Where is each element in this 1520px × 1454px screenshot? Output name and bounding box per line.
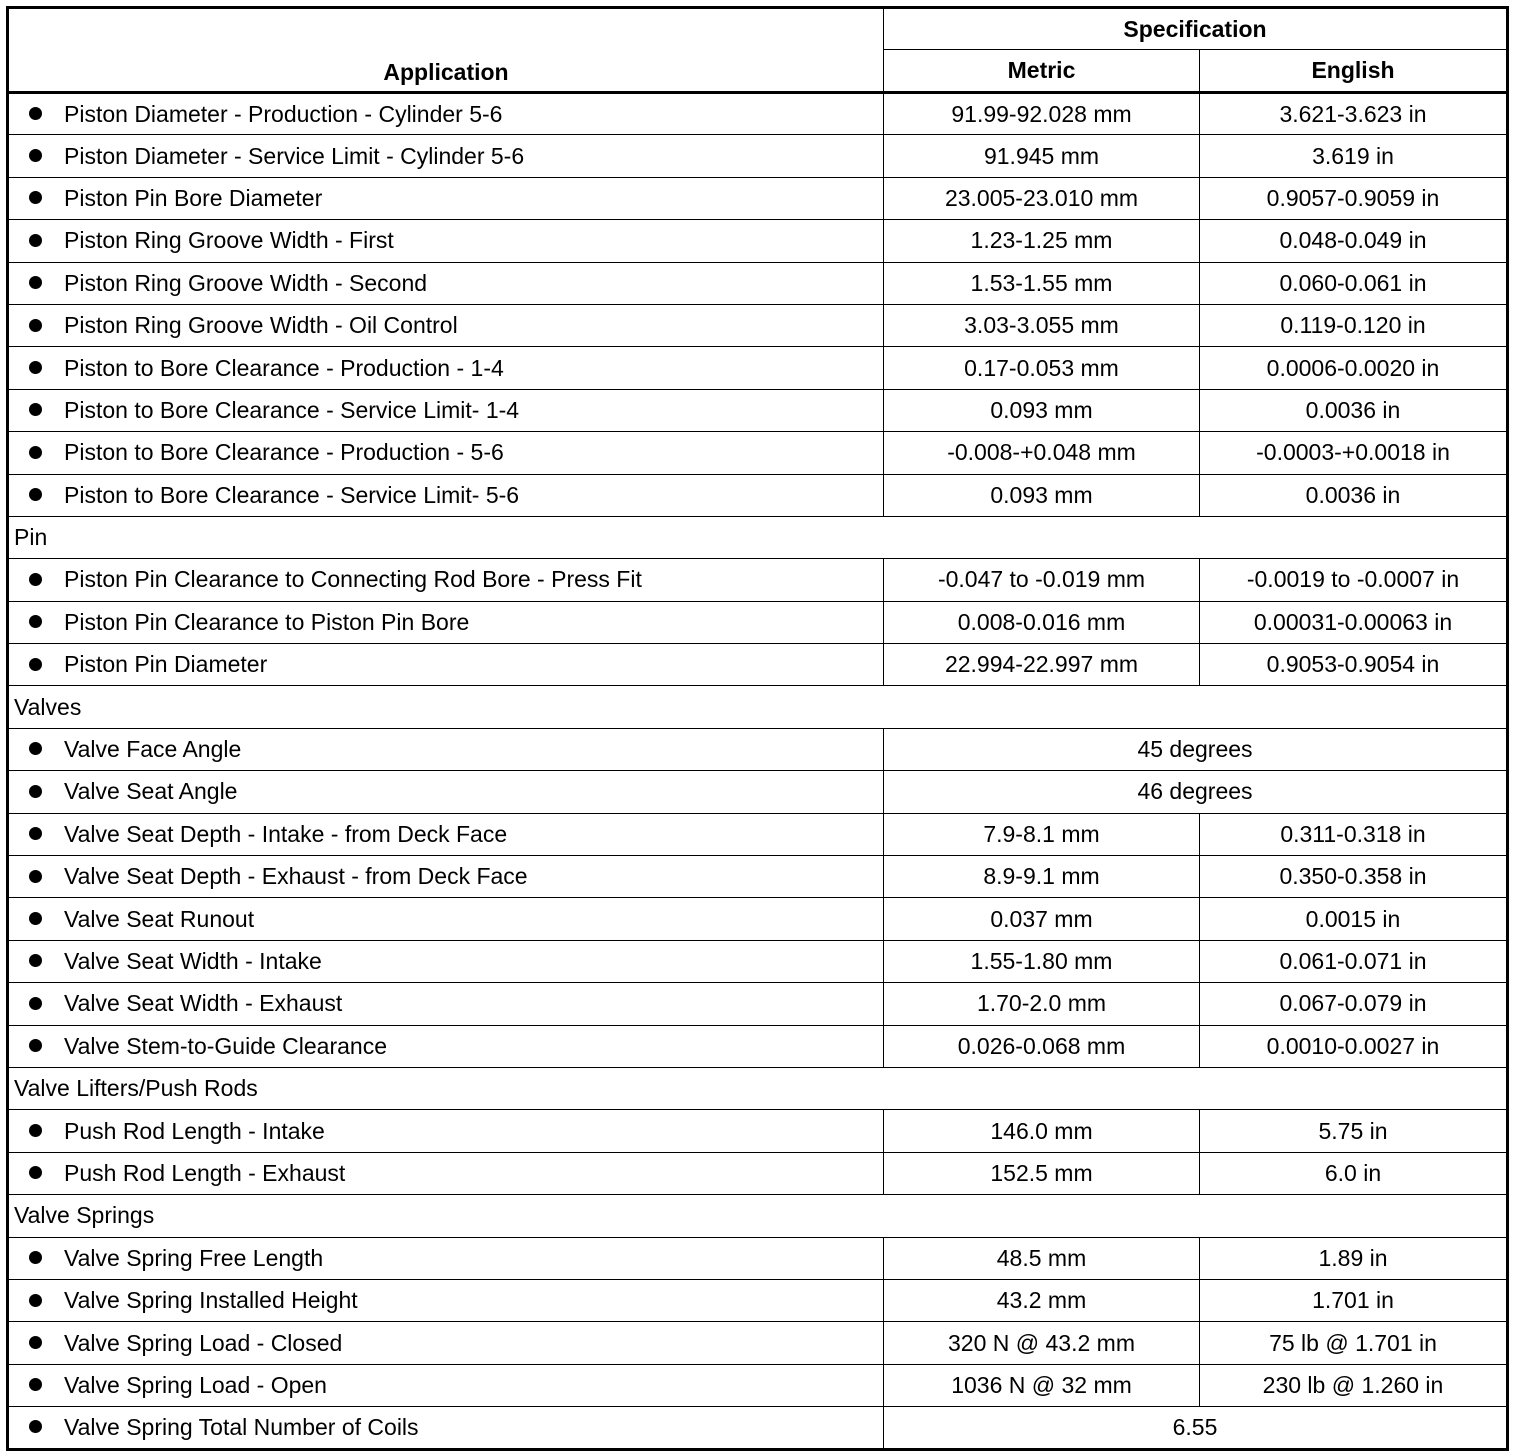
bullet-icon	[29, 1336, 42, 1349]
english-value-cell: -0.0003-+0.0018 in	[1200, 432, 1508, 474]
application-cell	[8, 262, 884, 304]
application-cell	[8, 474, 884, 516]
metric-value-cell: 0.093 mm	[884, 389, 1200, 431]
english-value-cell: 0.0036 in	[1200, 474, 1508, 516]
metric-value-cell: -0.008-+0.048 mm	[884, 432, 1200, 474]
specification-header: Specification	[884, 8, 1508, 50]
application-label: Piston to Bore Clearance - Production - 5-6	[64, 439, 504, 466]
metric-value-cell: 43.2 mm	[884, 1279, 1200, 1321]
table-row	[8, 1237, 1508, 1279]
table-row	[8, 983, 1508, 1025]
bullet-icon	[29, 191, 42, 204]
bullet-icon	[29, 1166, 42, 1179]
english-value-cell: 0.350-0.358 in	[1200, 856, 1508, 898]
application-cell	[8, 1152, 884, 1194]
table-row	[8, 1364, 1508, 1406]
bullet-icon	[29, 446, 42, 459]
application-cell	[8, 1407, 884, 1449]
bullet-icon	[29, 658, 42, 671]
combined-value-cell: 46 degrees	[884, 771, 1508, 813]
metric-header: Metric	[884, 50, 1200, 93]
metric-value-cell: 0.008-0.016 mm	[884, 601, 1200, 643]
application-cell	[8, 1237, 884, 1279]
table-row	[8, 856, 1508, 898]
english-value-cell: 3.621-3.623 in	[1200, 93, 1508, 135]
english-value-cell: 0.048-0.049 in	[1200, 220, 1508, 262]
application-label: Valve Seat Depth - Intake - from Deck Face	[64, 820, 508, 847]
english-value-cell: 230 lb @ 1.260 in	[1200, 1364, 1508, 1406]
table-row	[8, 432, 1508, 474]
section-row	[8, 516, 1508, 558]
application-label: Piston Pin Clearance to Piston Pin Bore	[64, 608, 470, 635]
bullet-icon	[29, 954, 42, 967]
metric-value-cell: 8.9-9.1 mm	[884, 856, 1200, 898]
bullet-icon	[29, 827, 42, 840]
bullet-icon	[29, 1420, 42, 1433]
application-cell	[8, 728, 884, 770]
bullet-icon	[29, 403, 42, 416]
table-row	[8, 940, 1508, 982]
application-label: Valve Face Angle	[64, 736, 242, 763]
application-cell	[8, 389, 884, 431]
bullet-icon	[29, 1039, 42, 1052]
table-row	[8, 644, 1508, 686]
metric-value-cell: 3.03-3.055 mm	[884, 304, 1200, 346]
english-value-cell: 0.00031-0.00063 in	[1200, 601, 1508, 643]
application-label: Piston Ring Groove Width - Oil Control	[64, 312, 458, 339]
application-cell	[8, 304, 884, 346]
english-value-cell: 0.0010-0.0027 in	[1200, 1025, 1508, 1067]
bullet-icon	[29, 1251, 42, 1264]
bullet-icon	[29, 785, 42, 798]
english-value-cell: 0.119-0.120 in	[1200, 304, 1508, 346]
bullet-icon	[29, 870, 42, 883]
application-cell	[8, 644, 884, 686]
table-row	[8, 93, 1508, 135]
metric-value-cell: 152.5 mm	[884, 1152, 1200, 1194]
table-row	[8, 813, 1508, 855]
application-label: Piston Diameter - Production - Cylinder 5-6	[64, 100, 503, 127]
section-row	[8, 1195, 1508, 1237]
table-row	[8, 1110, 1508, 1152]
bullet-icon	[29, 107, 42, 120]
metric-value-cell: 0.037 mm	[884, 898, 1200, 940]
english-value-cell: 0.0036 in	[1200, 389, 1508, 431]
bullet-icon	[29, 1124, 42, 1137]
application-label: Valve Seat Angle	[64, 778, 238, 805]
bullet-icon	[29, 912, 42, 925]
application-label: Piston to Bore Clearance - Production - 1-4	[64, 354, 504, 381]
english-header: English	[1200, 50, 1508, 93]
application-cell	[8, 135, 884, 177]
english-value-cell: 1.89 in	[1200, 1237, 1508, 1279]
application-header: Application	[8, 8, 884, 93]
application-cell	[8, 983, 884, 1025]
application-label: Push Rod Length - Intake	[64, 1117, 325, 1144]
application-label: Valve Spring Free Length	[64, 1244, 324, 1271]
application-cell	[8, 898, 884, 940]
combined-value-cell: 6.55	[884, 1407, 1508, 1449]
table-row	[8, 262, 1508, 304]
english-value-cell: 75 lb @ 1.701 in	[1200, 1322, 1508, 1364]
metric-value-cell: 146.0 mm	[884, 1110, 1200, 1152]
table-row	[8, 1407, 1508, 1449]
bullet-icon	[29, 615, 42, 628]
table-row	[8, 771, 1508, 813]
application-label: Valve Spring Total Number of Coils	[64, 1413, 419, 1440]
section-label: Valve Lifters/Push Rods	[8, 1067, 1508, 1109]
combined-value-cell: 45 degrees	[884, 728, 1508, 770]
application-cell	[8, 813, 884, 855]
table-row	[8, 177, 1508, 219]
table-row	[8, 559, 1508, 601]
section-row	[8, 1067, 1508, 1109]
table-row	[8, 1152, 1508, 1194]
application-label: Valve Seat Width - Exhaust	[64, 990, 343, 1017]
table-row	[8, 389, 1508, 431]
application-label: Valve Stem-to-Guide Clearance	[64, 1032, 387, 1059]
english-value-cell: 0.067-0.079 in	[1200, 983, 1508, 1025]
application-cell	[8, 559, 884, 601]
metric-value-cell: 1036 N @ 32 mm	[884, 1364, 1200, 1406]
application-cell	[8, 601, 884, 643]
metric-value-cell: 22.994-22.997 mm	[884, 644, 1200, 686]
english-value-cell: -0.0019 to -0.0007 in	[1200, 559, 1508, 601]
english-value-cell: 3.619 in	[1200, 135, 1508, 177]
table-row	[8, 1279, 1508, 1321]
table-row	[8, 135, 1508, 177]
application-label: Piston Pin Diameter	[64, 651, 268, 678]
metric-value-cell: -0.047 to -0.019 mm	[884, 559, 1200, 601]
bullet-icon	[29, 276, 42, 289]
table-body	[8, 93, 1508, 1450]
metric-value-cell: 48.5 mm	[884, 1237, 1200, 1279]
english-value-cell: 5.75 in	[1200, 1110, 1508, 1152]
table-row	[8, 1322, 1508, 1364]
bullet-icon	[29, 319, 42, 332]
metric-value-cell: 91.945 mm	[884, 135, 1200, 177]
metric-value-cell: 1.55-1.80 mm	[884, 940, 1200, 982]
table-row	[8, 347, 1508, 389]
application-label: Piston Diameter - Service Limit - Cylinder 5-6	[64, 142, 525, 169]
bullet-icon	[29, 1294, 42, 1307]
application-cell	[8, 1279, 884, 1321]
application-label: Piston to Bore Clearance - Service Limit- 5-6	[64, 481, 520, 508]
application-label: Push Rod Length - Exhaust	[64, 1159, 346, 1186]
bullet-icon	[29, 997, 42, 1010]
application-cell	[8, 220, 884, 262]
application-label: Piston Pin Bore Diameter	[64, 184, 323, 211]
section-row	[8, 686, 1508, 728]
application-cell	[8, 347, 884, 389]
metric-value-cell: 0.026-0.068 mm	[884, 1025, 1200, 1067]
bullet-icon	[29, 488, 42, 501]
application-label: Piston Ring Groove Width - First	[64, 227, 394, 254]
table-row	[8, 728, 1508, 770]
metric-value-cell: 23.005-23.010 mm	[884, 177, 1200, 219]
metric-value-cell: 1.23-1.25 mm	[884, 220, 1200, 262]
section-label: Valves	[8, 686, 1508, 728]
table-row	[8, 898, 1508, 940]
metric-value-cell: 1.53-1.55 mm	[884, 262, 1200, 304]
english-value-cell: 1.701 in	[1200, 1279, 1508, 1321]
english-value-cell: 0.0006-0.0020 in	[1200, 347, 1508, 389]
application-cell	[8, 1364, 884, 1406]
application-label: Valve Seat Runout	[64, 905, 255, 932]
application-label: Valve Spring Load - Open	[64, 1371, 327, 1398]
application-label: Piston Ring Groove Width - Second	[64, 269, 428, 296]
application-cell	[8, 940, 884, 982]
section-label: Pin	[8, 516, 1508, 558]
application-label: Valve Spring Load - Closed	[64, 1329, 343, 1356]
application-label: Valve Seat Width - Intake	[64, 948, 322, 974]
english-value-cell: 0.9053-0.9054 in	[1200, 644, 1508, 686]
application-cell	[8, 432, 884, 474]
application-label: Piston Pin Clearance to Connecting Rod Bore - Press Fit	[64, 566, 642, 593]
bullet-icon	[29, 361, 42, 374]
bullet-icon	[29, 573, 42, 586]
english-value-cell: 0.9057-0.9059 in	[1200, 177, 1508, 219]
application-cell	[8, 93, 884, 135]
specification-table	[6, 6, 1509, 1451]
application-cell	[8, 1322, 884, 1364]
table-row	[8, 601, 1508, 643]
english-value-cell: 0.311-0.318 in	[1200, 813, 1508, 855]
bullet-icon	[29, 234, 42, 247]
bullet-icon	[29, 742, 42, 755]
application-label: Piston to Bore Clearance - Service Limit- 1-4	[64, 396, 520, 423]
bullet-icon	[29, 1378, 42, 1391]
metric-value-cell: 0.17-0.053 mm	[884, 347, 1200, 389]
table-header	[8, 8, 1508, 93]
application-cell	[8, 1025, 884, 1067]
application-cell	[8, 177, 884, 219]
english-value-cell: 0.061-0.071 in	[1200, 940, 1508, 982]
metric-value-cell: 7.9-8.1 mm	[884, 813, 1200, 855]
bullet-icon	[29, 149, 42, 162]
english-value-cell: 0.0015 in	[1200, 898, 1508, 940]
table-row	[8, 304, 1508, 346]
application-label: Valve Spring Installed Height	[64, 1287, 358, 1314]
application-label: Valve Seat Depth - Exhaust - from Deck Face	[64, 863, 528, 890]
metric-value-cell: 91.99-92.028 mm	[884, 93, 1200, 135]
english-value-cell: 6.0 in	[1200, 1152, 1508, 1194]
english-value-cell: 0.060-0.061 in	[1200, 262, 1508, 304]
table-row	[8, 220, 1508, 262]
table-row	[8, 474, 1508, 516]
metric-value-cell: 0.093 mm	[884, 474, 1200, 516]
application-cell	[8, 856, 884, 898]
metric-value-cell: 1.70-2.0 mm	[884, 983, 1200, 1025]
section-label: Valve Springs	[8, 1195, 1508, 1237]
metric-value-cell: 320 N @ 43.2 mm	[884, 1322, 1200, 1364]
table-row	[8, 1025, 1508, 1067]
application-cell	[8, 771, 884, 813]
application-cell	[8, 1110, 884, 1152]
